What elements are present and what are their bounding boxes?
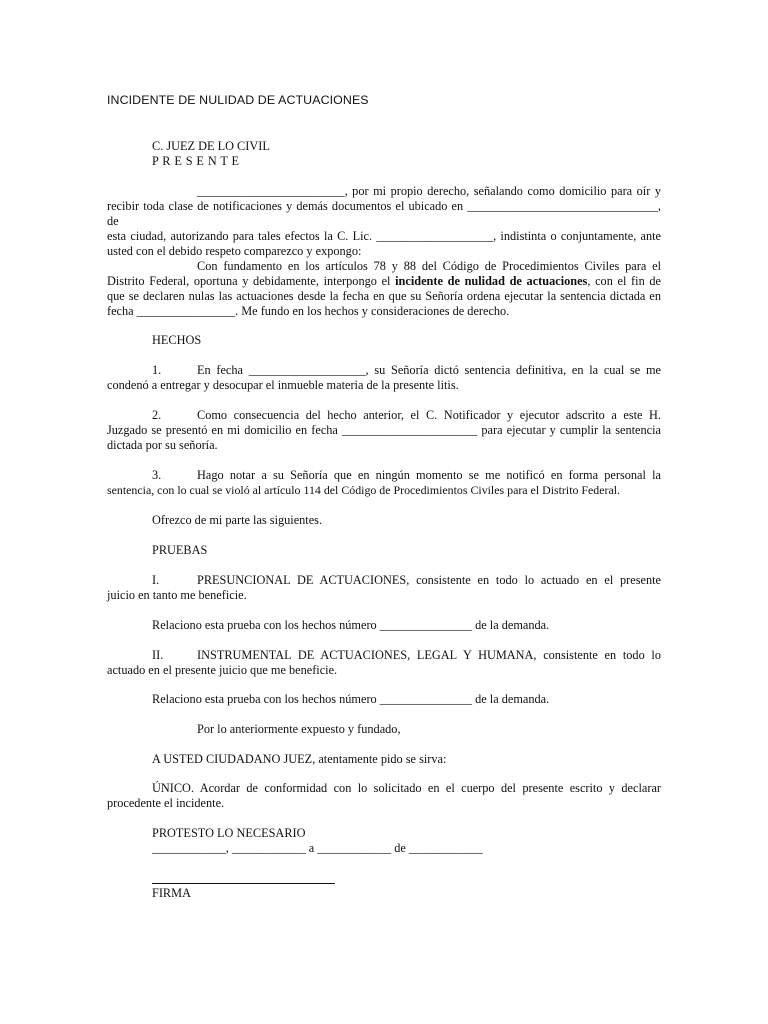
ofrezco-line [107, 513, 661, 528]
intro-paragraph [107, 184, 661, 259]
hecho-3-text-2: sentencia, con lo cual se violó al artículo 114 del Código de Procedimientos Civiles para el Distrito Federal. [107, 483, 621, 497]
intro-text-2: recibir toda clase de notificaciones y demás documentos el ubicado en [107, 199, 464, 213]
ofrezco-text: Ofrezco de mi parte las siguientes. [152, 513, 323, 527]
fundamento-text-2: Distrito Federal, oportuna y debidamente, interpongo el [107, 274, 391, 288]
pruebas-heading [107, 543, 661, 558]
hecho-3 [107, 468, 661, 498]
fecha-blank: ________________ [136, 304, 236, 318]
hecho-3-text: Hago notar a su Señoría que en ningún momento se me notificó en forma personal la [197, 468, 661, 482]
intro-text-3b: , indistinta o conjuntamente, ante [493, 229, 662, 243]
hecho-1-text-b: , su Señoría dictó sentencia definitiva, en la cual se me [365, 363, 661, 377]
expuesto-line [107, 722, 661, 737]
hecho-2-text-3: dictada por su señoría. [107, 438, 218, 452]
address-blank: _______________________________ [467, 199, 658, 213]
hecho-2-text: Como consecuencia del hecho anterior, el C. Notificador y ejecutor adscrito a este H. [197, 408, 661, 422]
hecho-1-text: En fecha [197, 363, 243, 377]
addressee-judge: C. JUEZ DE LO CIVIL [152, 139, 270, 153]
prueba-number: II. [152, 648, 164, 662]
prueba-2-relacion [107, 692, 661, 707]
unico-text-2: procedente el incidente. [107, 796, 225, 810]
hecho-number: 2. [152, 408, 162, 422]
de-text: de [394, 841, 406, 855]
firma-block [107, 886, 661, 901]
prueba-2 [107, 648, 661, 678]
mes-blank: ____________ [317, 841, 392, 855]
fundamento-text-4b: . Me fundo en los hechos y consideraciones de derecho. [235, 304, 510, 318]
prueba-number: I. [152, 573, 160, 587]
hecho-1-text-2: condenó a entregar y desocupar el inmueble materia de la presente litis. [107, 378, 459, 392]
hechos-heading-text: HECHOS [152, 333, 202, 347]
prueba-1 [107, 573, 661, 603]
relacion-text-b: de la demanda. [475, 618, 550, 632]
fecha-firma-line [107, 841, 661, 856]
intro-text-3: esta ciudad, autorizando para tales efectos la C. Lic. [107, 229, 373, 243]
sentencia-date-blank: ___________________ [248, 363, 366, 377]
fundamento-text-4: fecha [107, 304, 134, 318]
fundamento-paragraph [107, 259, 661, 319]
prueba-2-text-2: actuado en el presente juicio que me beneficie. [107, 663, 338, 677]
fundamento-bold: incidente de nulidad de actuaciones [395, 274, 588, 288]
hecho-2-text-2b: para ejecutar y cumplir la sentencia [481, 423, 661, 437]
prueba-1-text-2: juicio en tanto me beneficie. [107, 588, 247, 602]
protesto-text: PROTESTO LO NECESARIO [152, 826, 306, 840]
pido-text: A USTED CIUDADANO JUEZ, atentamente pido se sirva: [152, 752, 447, 766]
comma: , [225, 841, 229, 855]
hechos-heading [107, 333, 661, 348]
hecho-number: 3. [152, 468, 162, 482]
relacion-text: Relaciono esta prueba con los hechos número [152, 618, 377, 632]
signature-line [152, 883, 335, 884]
unico-text: ÚNICO. Acordar de conformidad con lo solicitado en el cuerpo del presente escrito y declarar [152, 781, 661, 795]
a-text: a [308, 841, 315, 855]
pruebas-heading-text: PRUEBAS [152, 543, 208, 557]
fundamento-text-3: que se declaren nulas las actuaciones desde la fecha en que su Señoría ordena ejecutar la sentencia dictada en [107, 289, 661, 303]
fundamento-text-1: Con fundamento en los artículos 78 y 88 del Código de Procedimientos Civiles para el [197, 259, 661, 273]
hecho-1 [107, 363, 661, 393]
relacion-text-b: de la demanda. [475, 692, 550, 706]
hecho-2 [107, 408, 661, 453]
lawyer-blank: ___________________ [376, 229, 494, 243]
hechos-number-blank: _______________ [379, 618, 473, 632]
prueba-1-text: PRESUNCIONAL DE ACTUACIONES, consistente en todo lo actuado en el presente [197, 573, 661, 587]
name-blank: ________________________ [197, 184, 345, 198]
addressee-presente: P R E S E N T E [152, 154, 240, 168]
expuesto-text: Por lo anteriormente expuesto y fundado, [197, 722, 401, 736]
relacion-text: Relaciono esta prueba con los hechos número [152, 692, 377, 706]
hecho-2-text-2: Juzgado se presentó en mi domicilio en fecha [107, 423, 338, 437]
hecho-number: 1. [152, 363, 162, 377]
firma-text: FIRMA [152, 886, 191, 900]
dia-blank: ____________ [231, 841, 306, 855]
hechos-number-blank: _______________ [379, 692, 473, 706]
protesto-block [107, 826, 661, 856]
prueba-2-text: INSTRUMENTAL DE ACTUACIONES, LEGAL Y HUMANA, consistente en todo lo [197, 648, 661, 662]
intro-text-2b: , de [107, 199, 661, 228]
prueba-1-relacion [107, 618, 661, 633]
document-title: INCIDENTE DE NULIDAD DE ACTUACIONES [107, 93, 369, 107]
presentacion-date-blank: ______________________ [342, 423, 478, 437]
intro-text-4: usted con el debido respeto comparezco y expongo: [107, 244, 362, 258]
anio-blank: ____________ [408, 841, 483, 855]
fundamento-text-2b: , con el fin de [587, 274, 661, 288]
unico-paragraph [107, 781, 661, 811]
intro-text-1: , por mi propio derecho, señalando como domicilio para oír y [344, 184, 661, 198]
pido-line [107, 752, 661, 767]
lugar-blank: ____________ [152, 841, 226, 855]
addressee [107, 139, 661, 169]
